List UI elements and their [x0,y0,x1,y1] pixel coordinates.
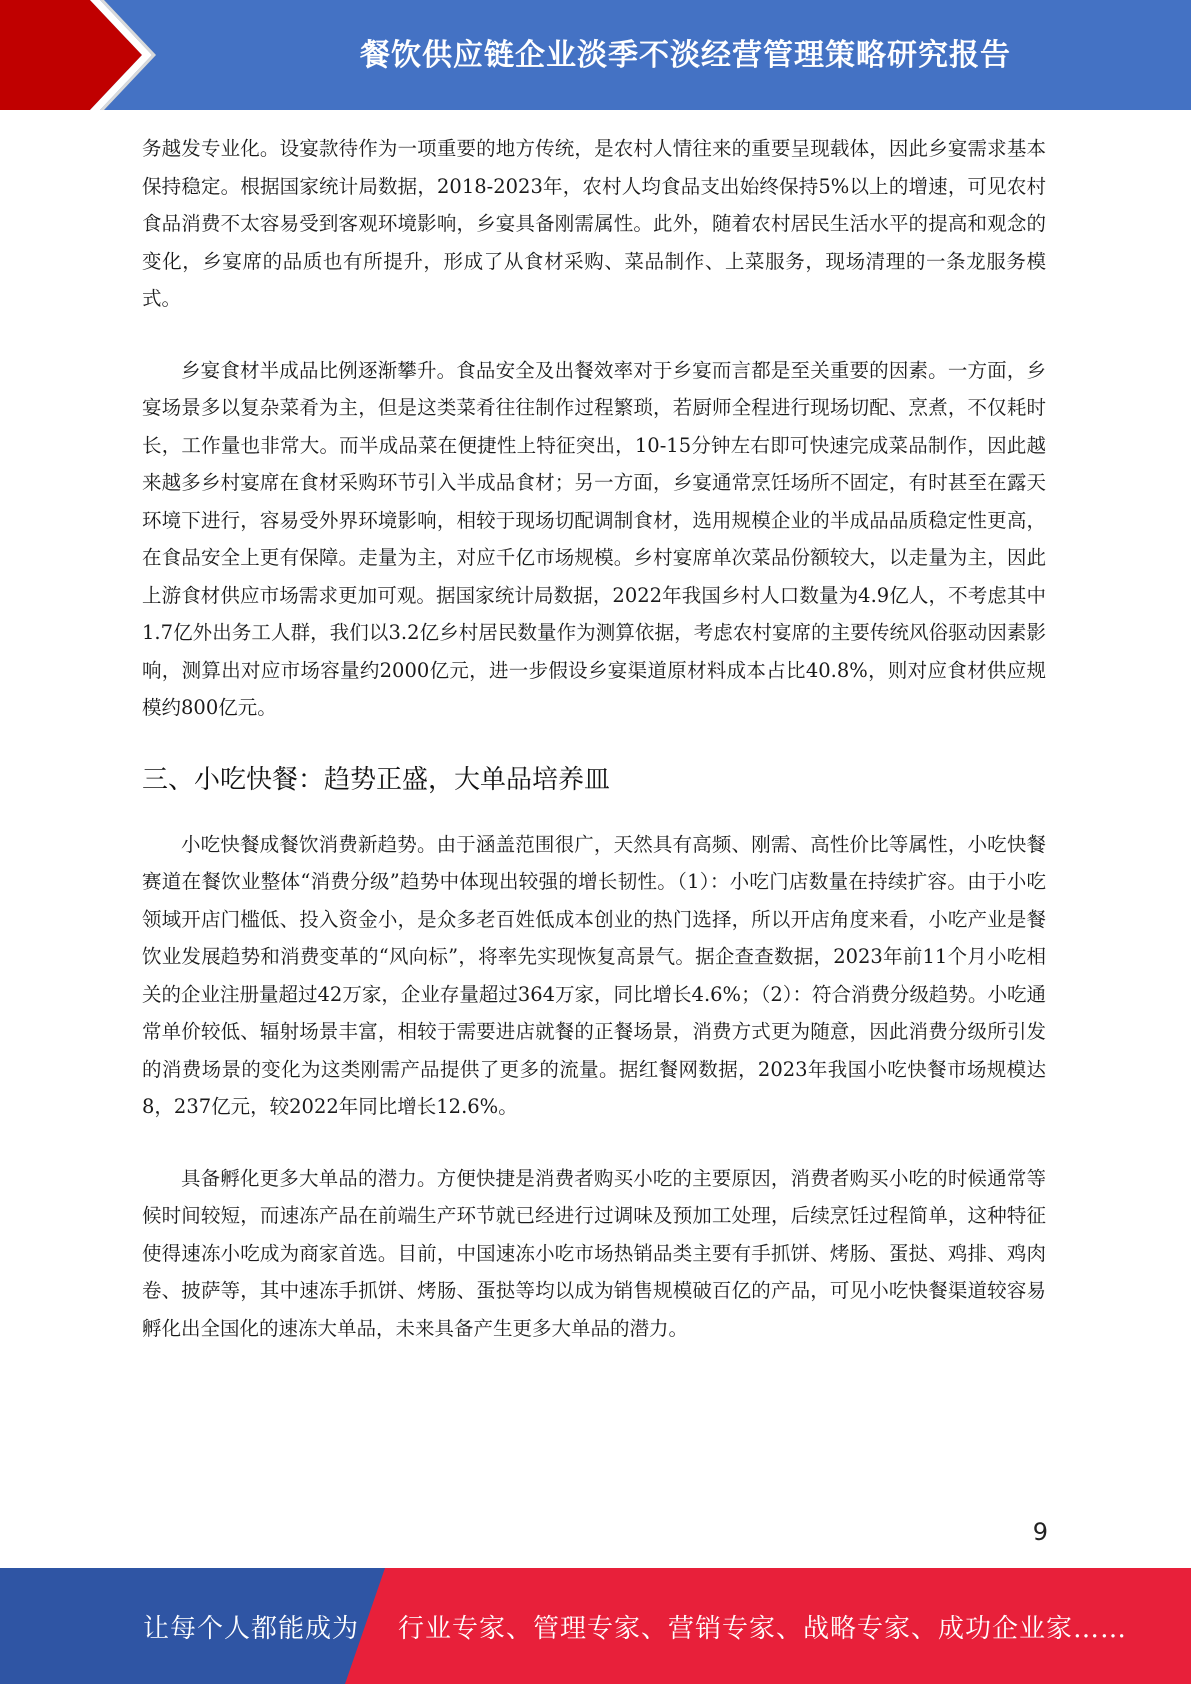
footer-slogan-left: 让每个人都能成为 [143,1613,360,1644]
page-header [0,0,1191,110]
main-content [142,130,1046,1347]
report-title: 餐饮供应链企业淡季不淡经营管理策略研究报告 [360,38,1011,73]
paragraph-banquet-semi-finished: 乡宴食材半成品比例逐渐攀升。食品安全及出餐效率对于乡宴而言都是至关重要的因素。一方面，乡宴场景多以复杂菜肴为主，但是这类菜肴往往制作过程繁琐，若厨师全程进行现场切配、烹煮，不仅耗时长，工作量也非常大。而半成品菜在便捷性上特征突出，10-15分钟左右即可快速完成菜品制作，因此越来越多乡村宴席在食材采购环节引入半成品食材；另一方面，乡宴通常烹饪场所不固定，有时甚至在露天环境下进行，容易受外界环境影响，相较于现场切配调制食材，选用规模企业的半成品品质稳定性更高，在食品安全上更有保障。走量为主，对应千亿市场规模。乡村宴席单次菜品份额较大，以走量为主，因此上游食材供应市场需求更加可观。据国家统计局数据，2022年我国乡村人口数量为4.9亿人，不考虑其中1.7亿外出务工人群，我们以3.2亿乡村居民数量作为测算依据，考虑农村宴席的主要传统风俗驱动因素影响，测算出对应市场容量约2000亿元，进一步假设乡宴渠道原材料成本占比40.8%，则对应食材供应规模约800亿元。 [142,358,1046,719]
footer-slogan-right: 行业专家、管理专家、营销专家、战略专家、成功企业家…… [398,1613,1128,1644]
page-footer [0,1568,1191,1684]
page-number: 9 [1032,1518,1048,1546]
section-heading-snack-fastfood: 三、小吃快餐：趋势正盛，大单品培养皿 [142,764,611,795]
paragraph-snack-trend: 小吃快餐成餐饮消费新趋势。由于涵盖范围很广，天然具有高频、刚需、高性价比等属性，小吃快餐赛道在餐饮业整体“消费分级”趋势中体现出较强的增长韧性。（1）：小吃门店数量在持续扩容。由于小吃领域开店门槛低、投入资金小，是众多老百姓低成本创业的热门选择，所以开店角度来看，小吃产业是餐饮业发展趋势和消费变革的“风向标”，将率先实现恢复高景气。据企查查数据，2023年前11个月小吃相关的企业注册量超过42万家，企业存量超过364万家，同比增长4.6%；（2）：符合消费分级趋势。小吃通常单价较低、辐射场景丰富，相较于需要进店就餐的正餐场景，消费方式更为随意，因此消费分级所引发的消费场景的变化为这类刚需产品提供了更多的流量。据红餐网数据，2023年我国小吃快餐市场规模达8，237亿元，较2022年同比增长12.6%。 [142,832,1046,1118]
paragraph-rural-banquet-demand: 务越发专业化。设宴款待作为一项重要的地方传统，是农村人情往来的重要呈现载体，因此乡宴需求基本保持稳定。根据国家统计局数据，2018-2023年，农村人均食品支出始终保持5%以上的增速，可见农村食品消费不太容易受到客观环境影响，乡宴具备刚需属性。此外，随着农村居民生活水平的提高和观念的变化，乡宴席的品质也有所提升，形成了从食材采购、菜品制作、上菜服务，现场清理的一条龙服务模式。 [142,137,1046,310]
paragraph-big-single-product: 具备孵化更多大单品的潜力。方便快捷是消费者购买小吃的主要原因，消费者购买小吃的时候通常等候时间较短，而速冻产品在前端生产环节就已经进行过调味及预加工处理，后续烹饪过程简单，这种特征使得速冻小吃成为商家首选。目前，中国速冻小吃市场热销品类主要有手抓饼、烤肠、蛋挞、鸡排、鸡肉卷、披萨等，其中速冻手抓饼、烤肠、蛋挞等均以成为销售规模破百亿的产品，可见小吃快餐渠道较容易孵化出全国化的速冻大单品，未来具备产生更多大单品的潜力。 [142,1166,1046,1340]
